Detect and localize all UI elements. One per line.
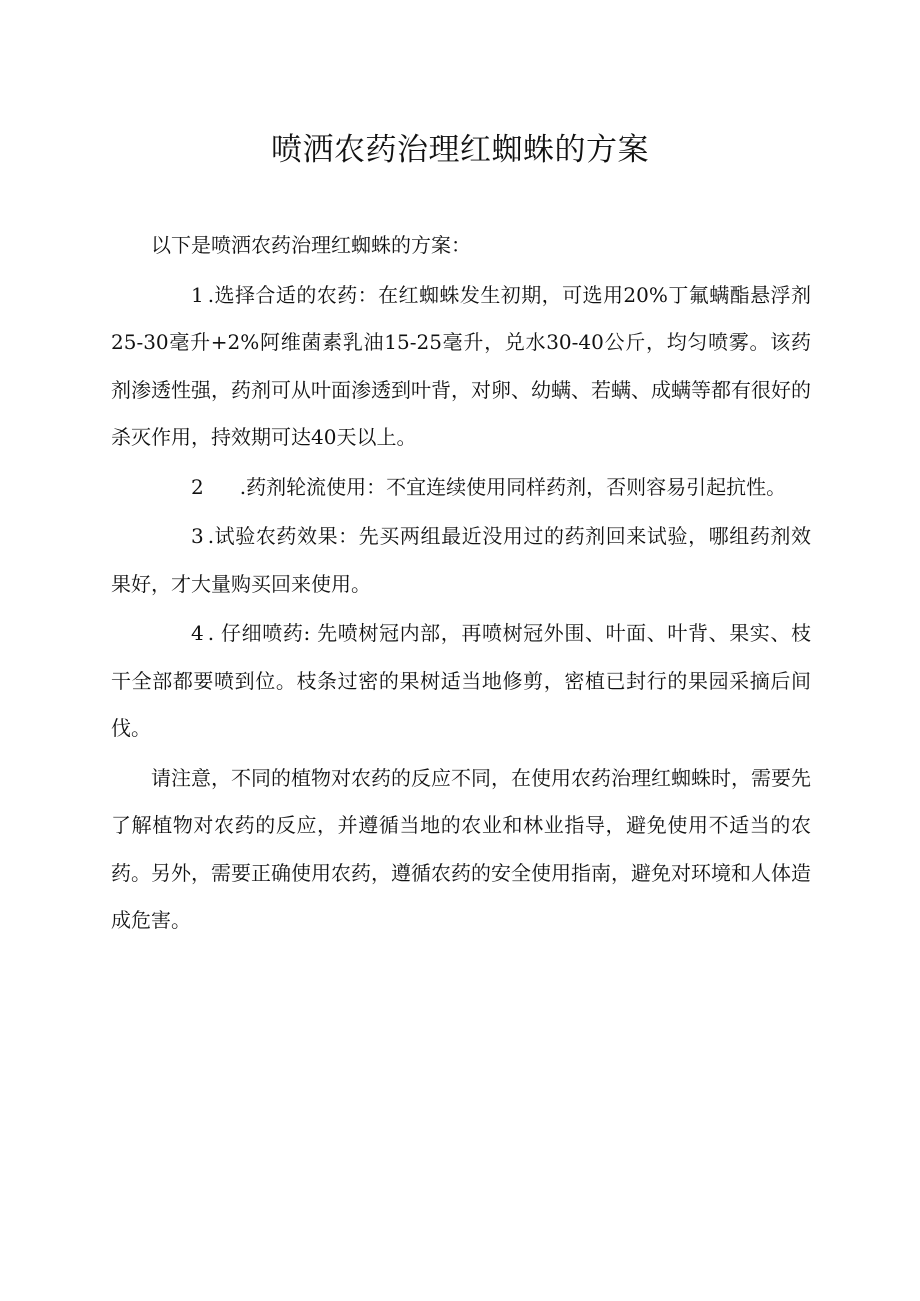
list-item-text: .试验农药效果：先买两组最近没用过的药剂回来试验，哪组药剂效果好，才大量购买回来使用。 [111,524,811,596]
list-item-text: . 仔细喷药: 先喷树冠内部，再喷树冠外围、叶面、叶背、果实、枝干全部都要喷到位。枝条过密的果树适当地修剪，密植已封行的果园采摘后间伐。 [111,621,811,740]
list-item-number: 2 [191,474,204,499]
list-item-4 [111,610,811,753]
list-item-number: 4 [191,621,204,645]
list-item-2 [111,464,811,512]
note-paragraph: 请注意，不同的植物对农药的反应不同，在使用农药治理红蜘蛛时，需要先了解植物对农药的反应，并遵循当地的农业和林业指导，避免使用不适当的农药。另外，需要正确使用农药，遵循农药的安全使用指南，避免对环境和人体造成危害。 [111,765,811,932]
document-title: 喷洒农药治理红蜘蛛的方案 [271,132,649,168]
list-item-3 [111,513,811,608]
list-item-1 [111,272,811,462]
list-item-number: 1 [191,282,204,307]
list-item-text: .药剂轮流使用：不宜连续使用同样药剂，否则容易引起抗性。 [239,474,787,499]
intro-paragraph: 以下是喷洒农药治理红蜘蛛的方案： [151,233,471,257]
list-item-text: .选择合适的农药：在红蜘蛛发生初期，可选用20%丁氟螨酯悬浮剂25-30毫升+2%阿维菌素乳油15-25毫升，兑水30-40公斤，均匀喷雾。该药剂渗透性强，药剂可从叶面渗透到叶背，对卵、幼螨、若螨、成螨等都有很好的杀灭作用，持效期可达40天以上。 [111,282,811,449]
document-body [111,222,811,947]
list-item-number: 3 [191,524,204,548]
